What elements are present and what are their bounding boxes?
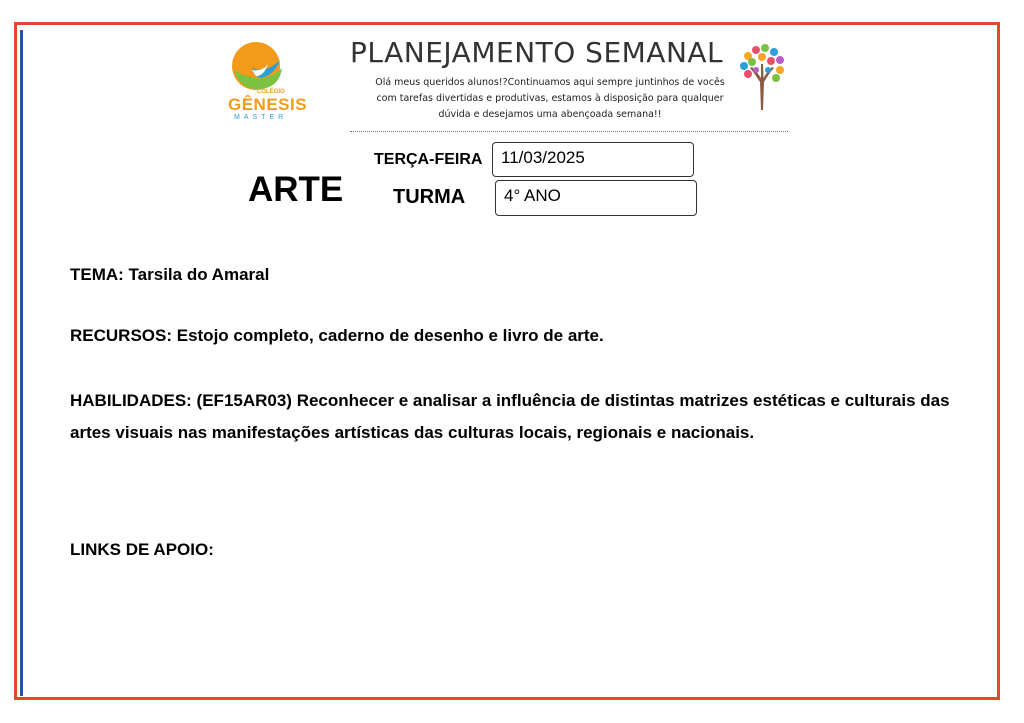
- date-field: 11/03/2025: [492, 142, 694, 177]
- tree-icon: [738, 42, 786, 110]
- page-frame: [14, 22, 1000, 700]
- logo-master-text: MASTER: [234, 114, 288, 121]
- day-label: TERÇA-FEIRA: [374, 151, 483, 168]
- turma-field: 4° ANO: [495, 180, 697, 216]
- links-section: LINKS DE APOIO:: [70, 540, 214, 559]
- school-logo: [222, 40, 306, 124]
- left-accent-line: [20, 30, 23, 696]
- header-divider: [350, 131, 788, 132]
- tema-section: TEMA: Tarsila do Amaral: [70, 265, 270, 284]
- turma-label: TURMA: [393, 186, 466, 208]
- habilidades-section: HABILIDADES: (EF15AR03) Reconhecer e analisar a influência de distintas matrizes estéticas e culturais das artes visuais nas manifestações artísticas das culturas locais, regionais e nacionais.: [70, 391, 950, 442]
- page-title: PLANEJAMENTO SEMANAL: [350, 36, 724, 69]
- welcome-message: Olá meus queridos alunos!?Continuamos aqui sempre juntinhos de vocês com tarefas divertidas e produtivas, estamos à disposição para qualquer dúvida e desejamos uma abençoada semana!!: [375, 77, 725, 120]
- recursos-section: RECURSOS: Estojo completo, caderno de desenho e livro de arte.: [70, 326, 604, 345]
- logo-sub-text: COLÉGIO: [257, 89, 285, 95]
- logo-name-text: GÊNESIS: [228, 95, 308, 114]
- subject-title: ARTE: [248, 170, 344, 209]
